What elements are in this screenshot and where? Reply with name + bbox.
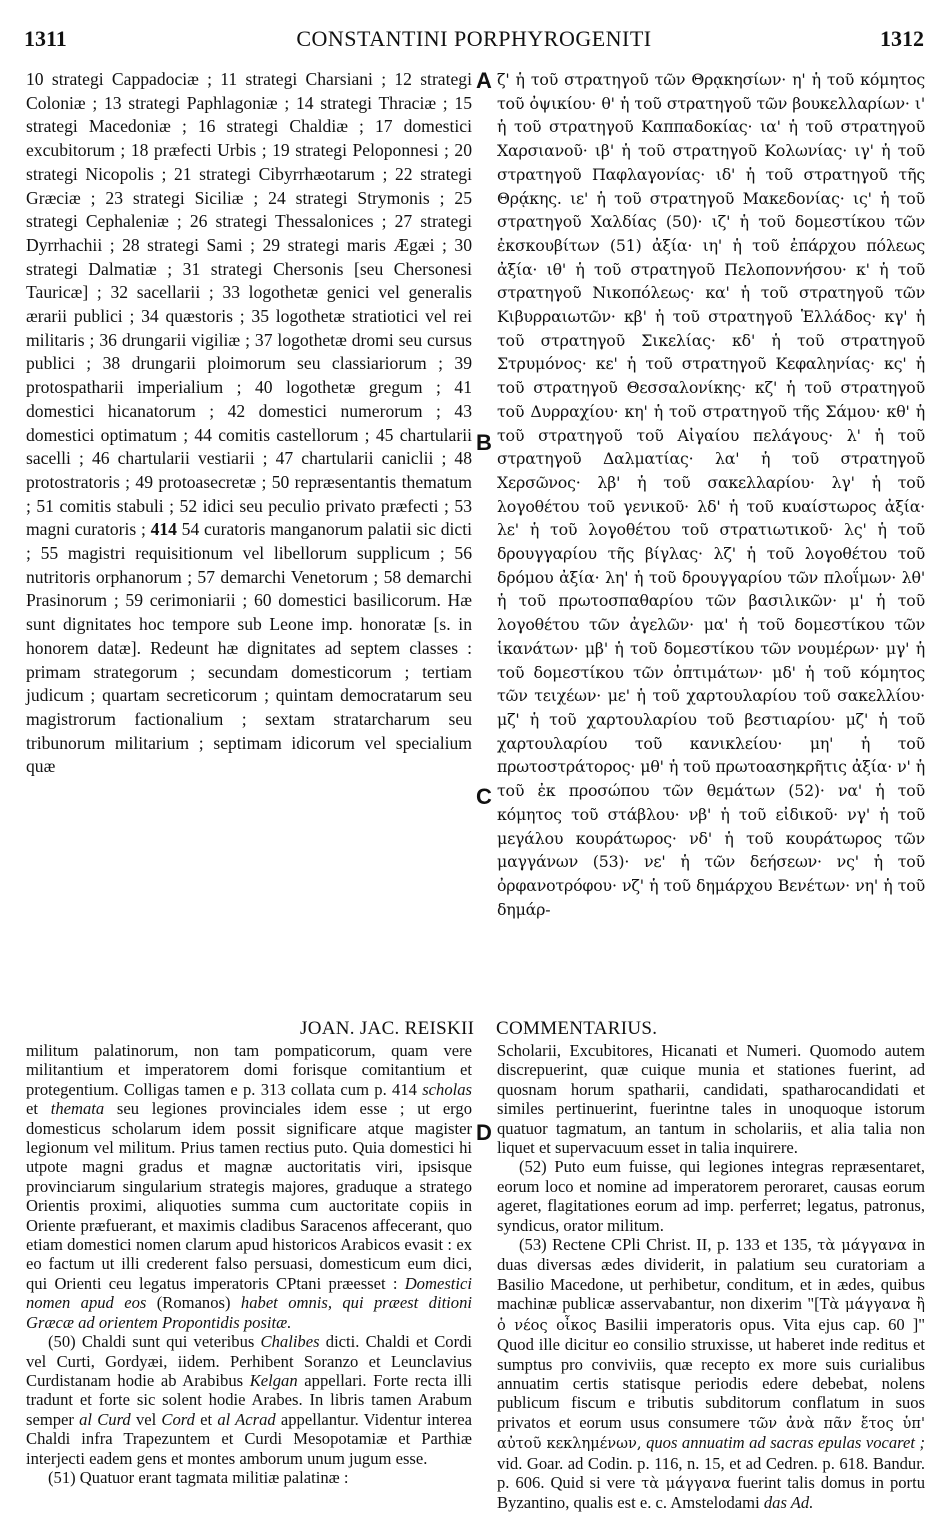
text-run: seu legiones provinciales idem esse ; ut ergo domesticus scholarum idem possit significare atque magister legionum vel militum. Prius tamen rectius puto. Quia domestici hi utpote magni gradus et magnæ auctoritatis viri, ipsisque provinciarum singularium strategis majores, graduque a stratego Orientis proximi, aliquoties summa cum auctoritate copiis in Oriente præfuerant, et maximis cladibus Saracenos affecerant, quo etiam domestici nomen clarum apud historicos Arabicos evasit : ex eo factum ut illi crederent falso persuasi, domesticum eum dici, qui Orienti ceu legatus imperatoris CPtani præesset : xyxy=(26,1099,473,1293)
note-51-continued: Scholarii, Excubitores, Hicanati et Numeri. Quomodo autem discrepuerint, quæ cuique munia et stationes fuerint, ad quosnam horum spatharii, candidati, spatharocandidati et similes pertinuerint, fuerintne tales in unoquoque istorum quatuor tagmatum, an tantum in scholariis, et alia talia non liquet et supervacuum esset in talia inquirere. xyxy=(497,1041,925,1158)
text-run: in duas diversas ædes dividerit, in palatium seu curatoriam a Basilio Macedone, ut perhibetur, conditum, et in ædes, quibus machinæ publicæ asservabantur, non dixerim "[ xyxy=(497,1235,925,1314)
text-run: et xyxy=(200,1409,213,1429)
italic-run: habet omnis, qui præest ditioni Græcæ ad orientem Propontidis positæ. xyxy=(26,1293,472,1332)
greek-run: Τὰ μάγγανα ἢ ὁ νέος οἶκος xyxy=(497,1296,925,1334)
italic-run: al Curd xyxy=(79,1409,131,1429)
text-run: Basilii imperatoris opus. Vita ejus cap. 60 ]" Quod ille dicitur eo consilio struxisse, ut haberet inde reditus et sumptus pro conviviis, quæ recepto ex more suis curialibus annuatim certis statisque periodis edere debebat, nolens publicum fiscum e tributis subditorum conflatum in suos privatos et eorum usus consumere xyxy=(497,1314,925,1432)
commentary-heading-author: JOAN. JAC. REISKII xyxy=(300,1018,475,1039)
note-52: (52) Puto eum fuisse, qui legiones integras repræsentaret, eorum loco et nomine ad imperatorem peroraret, causas eorum ageret, flagitationes eorum ad imp. perferret; legatus, patronus, syndicus, orator militum. xyxy=(497,1157,925,1235)
note-51: (51) Quatuor erant tagmata militiæ palatinæ : xyxy=(48,1467,349,1487)
page-number-left: 1311 xyxy=(24,26,67,51)
italic-run: Kelgan xyxy=(249,1370,298,1390)
note-53 xyxy=(497,1235,925,1513)
text-run: vel xyxy=(135,1409,157,1429)
running-title: CONSTANTINI PORPHYROGENITI xyxy=(296,26,652,51)
italic-run: themata xyxy=(50,1099,105,1119)
margin-mark-b: B xyxy=(476,430,492,455)
greek-column xyxy=(497,68,925,921)
latin-text-2: 54 curatoris manganorum palatii sic dicti ; 55 magistri requisitionum vel libellorum supplicum ; 56 nutritoris orphanorum ; 57 demarchi Venetorum ; 58 demarchi Prasinorum ; 59 cerimoniarii ; 60 domestici basilicorum. Hæ sunt dignitates hoc tempore sub Leone imp. honoratæ [s. in honorem datæ]. Redeunt hæ dignitates ad septem classes : primam strategorum ; secundam domesticorum ; tertiam judicum ; quartam secreticorum ; quintam democratarum seu magistrorum factionalium ; sextam stratarcharum seu tribunorum militarium ; septimam idicorum vel specialium quæ xyxy=(26,519,472,777)
text-run: dicti. Chaldi et Cordi vel Curti, Gordyæi, iidem. Perhibent Soranzo et Leunclavius Curdistanam hodie ab Arabibus xyxy=(26,1332,472,1390)
margin-mark-c: C xyxy=(476,784,492,809)
greek-run: τὰ μάγγανα xyxy=(641,1474,731,1492)
page-reference: 414 xyxy=(150,519,177,540)
italic-run: Domestici nomen apud eos xyxy=(26,1273,472,1313)
text-run: (50) Chaldi sunt qui veteribus xyxy=(48,1332,255,1352)
margin-mark-d: D xyxy=(476,1120,492,1145)
italic-run: Cord xyxy=(161,1409,195,1429)
greek-run: τῶν ἀνὰ πᾶν ἔτος ὑπ' αὐτοῦ κεκλημένων, xyxy=(497,1414,925,1453)
italic-run: Chalibes xyxy=(260,1332,320,1352)
margin-mark-a: A xyxy=(476,68,492,93)
italic-run: al Acrad xyxy=(217,1409,276,1429)
commentary-left-column xyxy=(26,1041,472,1487)
text-run: (53) Rectene CPli Christ. II, p. 133 et 135, xyxy=(519,1235,812,1255)
latin-column xyxy=(26,68,472,779)
commentary-heading-title: COMMENTARIUS. xyxy=(496,1018,658,1039)
text-run: militum palatinorum, non tam pompaticorum, quam vere militantium et imperatorem domi forisque comitantium et protegentium. Colligas tamen e p. 313 collata cum p. 414 xyxy=(26,1041,472,1099)
italic-run: quos annuatim ad sacras epulas vocaret ; xyxy=(646,1433,925,1453)
commentary-right-column xyxy=(497,1041,925,1513)
running-header xyxy=(24,26,924,56)
greek-run: τὰ μάγγανα xyxy=(817,1237,907,1255)
italic-run: scholas xyxy=(422,1079,472,1099)
commentary-paragraph xyxy=(26,1041,472,1332)
italic-run: das Ad. xyxy=(763,1493,814,1513)
note-50 xyxy=(26,1332,472,1468)
text-run: appellari. Forte recta illi tradunt et forte sic solent hodie Arabes. In libris tamen Arabum semper xyxy=(26,1370,473,1429)
text-run: (Romanos) xyxy=(156,1293,231,1313)
page-number-right: 1312 xyxy=(880,26,924,51)
text-run: et xyxy=(26,1099,38,1119)
latin-paragraph xyxy=(26,68,472,779)
latin-text-1: 10 strategi Cappadociæ ; 11 strategi Charsiani ; 12 strategi Coloniæ ; 13 strategi Paphlagoniæ ; 14 strategi Thraciæ ; 15 strategi Macedoniæ ; 16 strategi Chaldiæ ; 17 domestici excubitorum ; 18 præfecti Urbis ; 19 strategi Peloponnesi ; 20 strategi Nicopolis ; 21 strategi Cibyrrhæotarum ; 22 strategi Græciæ ; 23 strategi Siciliæ ; 24 strategi Strymonis ; 25 strategi Cephaleniæ ; 26 strategi Thessalonices ; 27 strategi Dyrrhachii ; 28 strategi Sami ; 29 strategi maris Ægæi ; 30 strategi Dalmatiæ ; 31 strategi Chersonis [seu Chersonesi Tauricæ] ; 32 sacellarii ; 33 logothetæ genici vel generalis ærarii publici ; 34 quæstoris ; 35 logothetæ stratiotici vel rei militaris ; 36 drungarii vigiliæ ; 37 logothetæ dromi seu cursus publici ; 38 drungarii ploimorum seu classiariorum ; 39 protospatharii imperialium ; 40 logothetæ gregum ; 41 domestici hicanatorum ; 42 domestici numerorum ; 43 domestici optimatum ; 44 comitis castellorum ; 45 chartularii sacelli ; 46 chartularii vestiarii ; 47 chartularii caniclii ; 48 protostratoris ; 49 protoasecretæ ; 50 repræsentantis thematum ; 51 comitis stabuli ; 52 idici seu peculio privato præfecti ; 53 magni curatoris ; xyxy=(26,69,472,540)
text-run: fuerint talis domus in portu Byzantino, qualis est e. c. Amstelodami xyxy=(497,1472,925,1513)
text-run: vid. Goar. ad Codin. p. 116, n. 15, et ad Cedren. p. 618. Bandur. p. 606. Quid si vere xyxy=(497,1453,925,1492)
greek-paragraph: ζ' ἡ τοῦ στρατηγοῦ τῶν Θρᾳκησίων· η' ἡ τοῦ κόμητος τοῦ ὀψικίου· θ' ἡ τοῦ στρατηγοῦ τῶν βουκελλαρίων· ι' ἡ τοῦ στρατηγοῦ Καππαδοκίας· ια' ἡ τοῦ στρατηγοῦ Χαρσιανοῦ· ιβ' ἡ τοῦ στρατηγοῦ Κολωνίας· ιγ' ἡ τοῦ στρατηγοῦ Παφλαγονίας· ιδ' ἡ τοῦ στρατηγοῦ τῆς Θρᾴκης. ιε' ἡ τοῦ στρατηγοῦ Μακεδονίας· ις' ἡ τοῦ στρατηγοῦ Χαλδίας (50)· ιζ' ἡ τοῦ δομεστίκου τῶν ἐκσκουβίτων (51) ἀξία· ιη' ἡ τοῦ ἐπάρχου πόλεως ἀξία· ιθ' ἡ τοῦ στρατηγοῦ Πελοποννήσου· κ' ἡ τοῦ στρατηγοῦ Νικοπόλεως· κα' ἡ τοῦ στρατηγοῦ τῶν Κιβυρραιωτῶν· κβ' ἡ τοῦ στρατηγοῦ Ἑλλάδος· κγ' ἡ τοῦ στρατηγοῦ Σικελίας· κδ' ἡ τοῦ στρατηγοῦ Στρυμόνος· κε' ἡ τοῦ στρατηγοῦ Κεφαληνίας· κς' ἡ τοῦ στρατηγοῦ Θεσσαλονίκης· κζ' ἡ τοῦ στρατηγοῦ τοῦ Δυρραχίου· κη' ἡ τοῦ στρατηγοῦ τῆς Σάμου· κθ' ἡ τοῦ στρατηγοῦ τοῦ Αἰγαίου πελάγους· λ' ἡ τοῦ στρατηγοῦ Δαλματίας· λα' ἡ τοῦ στρατηγοῦ Χερσῶνος· λβ' ἡ τοῦ σακελλαρίου· λγ' ἡ τοῦ λογοθέτου τοῦ γενικοῦ· λδ' ἡ τοῦ κυαίστωρος ἀξία· λε' ἡ τοῦ λογοθέτου τοῦ στρατιωτικοῦ· λς' ἡ τοῦ δρουγγαρίου τῆς βίγλας· λζ' ἡ τοῦ λογοθέτου τοῦ δρόμου ἀξία· λη' ἡ τοῦ δρουγγαρίου τῶν πλοΐμων· λθ' ἡ τοῦ πρωτοσπαθαρίου τῶν βασιλικῶν· μ' ἡ τοῦ λογοθέτου τῶν ἀγελῶν· μα' ἡ τοῦ δομεστίκου τῶν ἱκανάτων· μβ' ἡ τοῦ δομεστίκου τῶν νουμέρων· μγ' ἡ τοῦ δομεστίκου τῶν ὀπτιμάτων· μδ' ἡ τοῦ κόμητος τῶν τειχέων· με' ἡ τοῦ χαρτουλαρίου τοῦ σακελλίου· μζ' ἡ τοῦ χαρτουλαρίου τοῦ βεστιαρίου· μζ' ἡ τοῦ χαρτουλαρίου τοῦ κανικλείου· μη' ἡ τοῦ πρωτοστράτορος· μθ' ἡ τοῦ πρωτοασηκρῆτις ἀξία· ν' ἡ τοῦ ἐκ προσώπου τῶν θεμάτων (52)· να' ἡ τοῦ κόμητος τοῦ στάβλου· νβ' ἡ τοῦ εἰδικοῦ· νγ' ἡ τοῦ μεγάλου κουράτωρος· νδ' ἡ τοῦ κουράτωρος τῶν μαγγάνων (53)· νε' ἡ τῶν δεήσεων· νς' ἡ τοῦ ὀρφανοτρόφου· νζ' ἡ τοῦ δημάρχου Βενέτων· νη' ἡ τοῦ δημάρ- xyxy=(497,70,925,919)
text-run: appellantur. Videntur interea Chaldi infra Trapezuntem et Curdi Mesopotamiæ et Parthiæ interjecti eadem gens et montes amborum unum jugum esse. xyxy=(26,1409,472,1468)
